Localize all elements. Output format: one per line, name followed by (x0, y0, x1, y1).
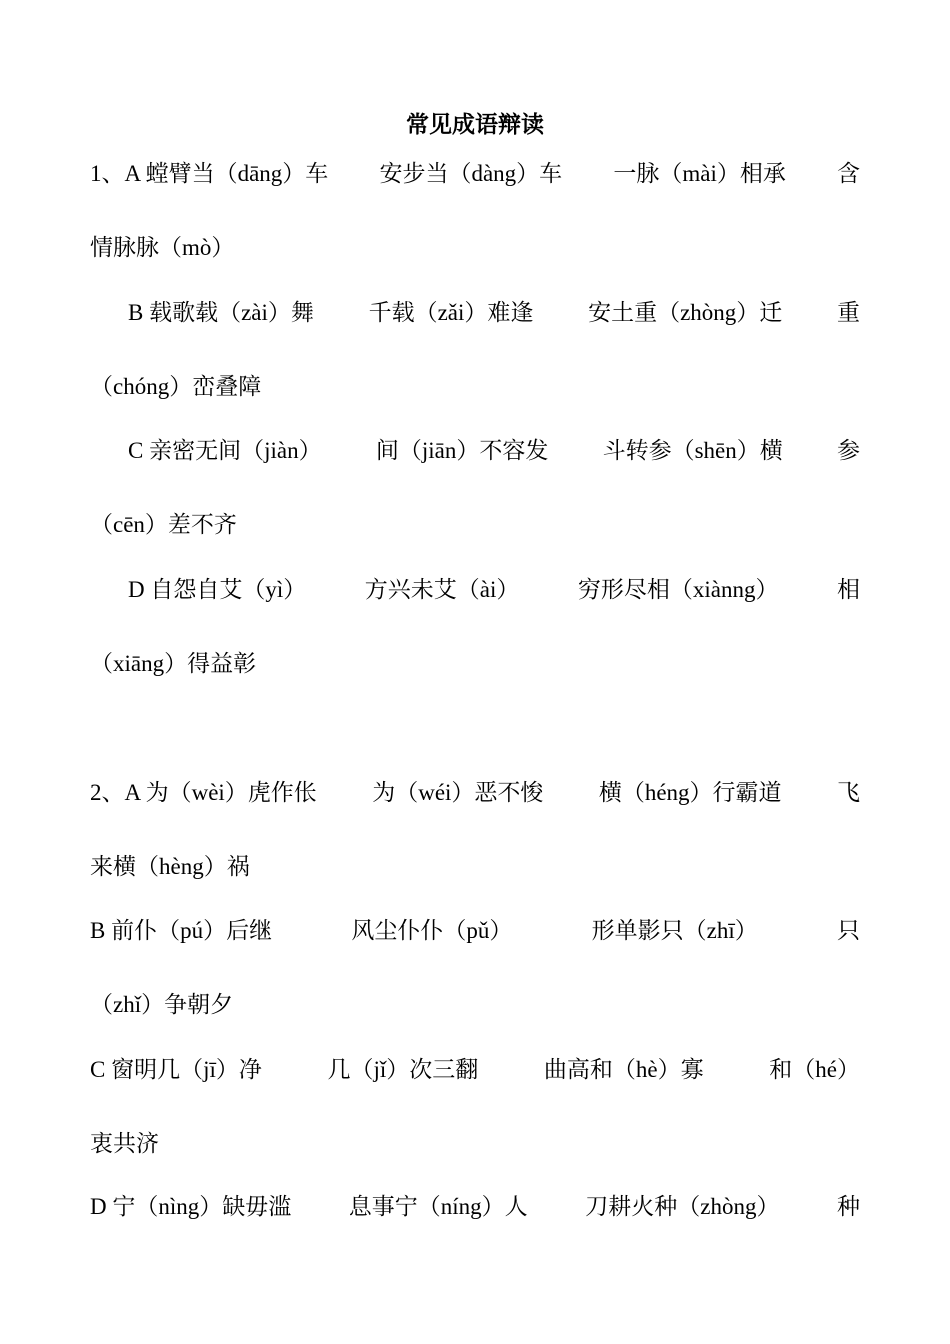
page-title: 常见成语辩读 (406, 112, 544, 137)
q2-c-item-4: 和（hé） (769, 1057, 860, 1082)
q1-d-item-2: 方兴未艾（ài） (364, 577, 520, 602)
q1-b-item-1: B 载歌载（zài）舞 (128, 300, 314, 325)
q1-d-item-4: 相 (836, 577, 860, 602)
q1-d-item-3: 穷形尽相（xiànng） (577, 577, 779, 602)
q2-c-item-2: 几（jǐ）次三翻 (327, 1057, 479, 1082)
q2-option-d (90, 1189, 860, 1225)
q1-option-a (90, 156, 860, 192)
q1-c-continuation: （cēn）差不齐 (90, 512, 237, 537)
q2-d-item-4: 种 (837, 1194, 860, 1219)
q1-a-item-4: 含 (837, 161, 860, 186)
q1-c-item-4: 参 (836, 438, 860, 463)
q1-b-continuation: （chóng）峦叠障 (90, 374, 262, 399)
q1-a-item-2: 安步当（dàng）车 (379, 161, 563, 186)
q2-b-item-3: 形单影只（zhī） (591, 918, 758, 943)
q1-a-item-3: 一脉（mài）相承 (613, 161, 786, 186)
q2-d-item-3: 刀耕火种（zhòng） (585, 1194, 780, 1219)
q2-c-item-1: C 窗明几（jī）净 (90, 1057, 262, 1082)
q1-b-item-4: 重 (837, 300, 860, 325)
q1-c-item-2: 间（jiān）不容发 (375, 438, 549, 463)
q1-option-d (128, 572, 860, 608)
q2-c-continuation: 衷共济 (90, 1131, 159, 1156)
q2-a-item-2: 为（wéi）恶不悛 (372, 780, 544, 805)
q2-option-a (90, 775, 860, 811)
q1-d-item-1: D 自怨自艾（yì） (128, 577, 307, 602)
q1-d-continuation: （xiāng）得益彰 (90, 651, 257, 676)
q2-option-b (90, 913, 860, 949)
q1-option-b (128, 295, 860, 331)
q2-b-item-1: B 前仆（pú）后继 (90, 918, 273, 943)
q1-option-c (128, 433, 860, 469)
q2-b-item-2: 风尘仆仆（pǔ） (351, 918, 513, 943)
q1-b-item-2: 千载（zǎi）难逢 (368, 300, 534, 325)
q2-a-item-4: 飞 (836, 780, 860, 805)
q1-c-item-3: 斗转参（shēn）横 (602, 438, 783, 463)
q2-a-continuation: 来横（hèng）祸 (90, 854, 250, 879)
q2-b-item-4: 只 (837, 918, 860, 943)
q1-c-item-1: C 亲密无间（jiàn） (128, 438, 322, 463)
q2-d-item-2: 息事宁（níng）人 (348, 1194, 528, 1219)
q2-a-item-3: 横（héng）行霸道 (598, 780, 782, 805)
q2-c-item-3: 曲高和（hè）寡 (543, 1057, 704, 1082)
q2-b-continuation: （zhǐ）争朝夕 (90, 992, 234, 1017)
q1-a-item-1: 1、A 螳臂当（dāng）车 (90, 161, 329, 186)
q1-a-continuation: 情脉脉（mò） (90, 235, 235, 260)
q2-a-item-1: 2、A 为（wèi）虎作伥 (90, 780, 317, 805)
q2-d-item-1: D 宁（nìng）缺毋滥 (90, 1194, 292, 1219)
q1-b-item-3: 安土重（zhòng）迁 (588, 300, 783, 325)
q2-option-c (90, 1052, 860, 1088)
